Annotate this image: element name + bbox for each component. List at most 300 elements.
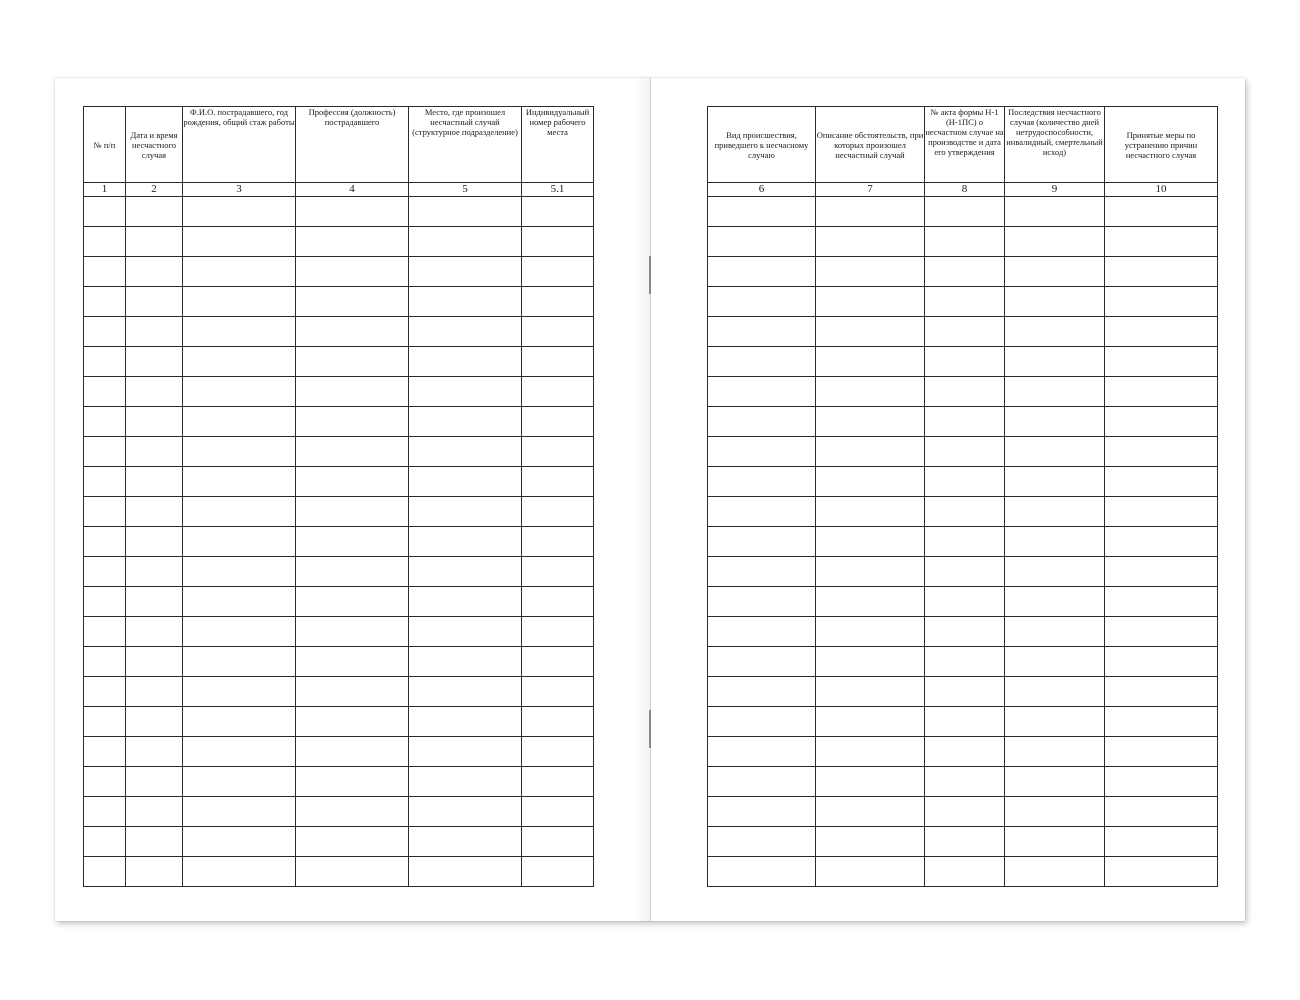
table-cell — [84, 257, 126, 287]
open-journal-spread — [55, 78, 1245, 921]
table-cell — [522, 437, 594, 467]
table-cell — [296, 257, 409, 287]
table-row — [708, 527, 1218, 557]
table-row — [84, 377, 594, 407]
table-cell — [296, 587, 409, 617]
column-header-consequences: Последствия несчастного случая (количество дней нетрудоспособности, инвалидный, смертельный исход) — [1005, 107, 1105, 183]
table-row — [84, 527, 594, 557]
table-cell — [296, 197, 409, 227]
table-cell — [296, 617, 409, 647]
table-cell — [816, 707, 925, 737]
table-cell — [183, 707, 296, 737]
column-number: 6 — [708, 183, 816, 197]
table-row — [84, 617, 594, 647]
table-cell — [1105, 797, 1218, 827]
table-cell — [708, 227, 816, 257]
table-cell — [925, 437, 1005, 467]
table-cell — [925, 647, 1005, 677]
table-cell — [409, 287, 522, 317]
table-cell — [84, 617, 126, 647]
table-cell — [1005, 617, 1105, 647]
table-cell — [925, 347, 1005, 377]
table-row — [84, 707, 594, 737]
table-row — [84, 347, 594, 377]
table-cell — [925, 737, 1005, 767]
table-cell — [708, 647, 816, 677]
table-row — [84, 797, 594, 827]
table-cell — [409, 347, 522, 377]
table-cell — [1005, 287, 1105, 317]
table-cell — [925, 317, 1005, 347]
table-cell — [183, 467, 296, 497]
table-cell — [296, 497, 409, 527]
table-cell — [1005, 857, 1105, 887]
table-cell — [1105, 437, 1218, 467]
table-cell — [708, 317, 816, 347]
table-cell — [296, 827, 409, 857]
table-cell — [126, 317, 183, 347]
table-cell — [84, 287, 126, 317]
column-header-number: № п/п — [84, 107, 126, 183]
table-cell — [296, 467, 409, 497]
table-cell — [84, 407, 126, 437]
table-cell — [126, 377, 183, 407]
table-cell — [409, 797, 522, 827]
table-cell — [522, 527, 594, 557]
table-row — [708, 797, 1218, 827]
table-cell — [1005, 707, 1105, 737]
table-cell — [1005, 197, 1105, 227]
header-row — [708, 107, 1218, 183]
table-cell — [522, 557, 594, 587]
table-cell — [522, 617, 594, 647]
column-number: 7 — [816, 183, 925, 197]
table-cell — [816, 587, 925, 617]
table-cell — [522, 857, 594, 887]
table-cell — [183, 287, 296, 317]
table-cell — [84, 527, 126, 557]
table-cell — [183, 377, 296, 407]
table-cell — [409, 527, 522, 557]
table-cell — [708, 617, 816, 647]
table-cell — [816, 467, 925, 497]
table-cell — [1105, 527, 1218, 557]
table-cell — [1005, 647, 1105, 677]
table-row — [708, 617, 1218, 647]
table-row — [708, 407, 1218, 437]
table-cell — [296, 737, 409, 767]
table-cell — [126, 527, 183, 557]
table-cell — [816, 497, 925, 527]
table-cell — [522, 707, 594, 737]
table-row — [708, 767, 1218, 797]
table-cell — [1105, 407, 1218, 437]
table-cell — [1105, 557, 1218, 587]
table-cell — [1005, 677, 1105, 707]
table-cell — [708, 287, 816, 317]
table-cell — [126, 767, 183, 797]
table-cell — [84, 737, 126, 767]
table-cell — [816, 767, 925, 797]
table-cell — [409, 407, 522, 437]
table-cell — [708, 467, 816, 497]
table-cell — [816, 797, 925, 827]
table-cell — [522, 497, 594, 527]
table-cell — [708, 827, 816, 857]
column-header-measures: Принятые меры по устранению причин несчастного случая — [1105, 107, 1218, 183]
table-cell — [409, 317, 522, 347]
table-row — [708, 467, 1218, 497]
table-cell — [409, 857, 522, 887]
column-number: 4 — [296, 183, 409, 197]
table-cell — [183, 257, 296, 287]
table-row — [708, 677, 1218, 707]
table-cell — [84, 647, 126, 677]
table-cell — [296, 347, 409, 377]
table-cell — [296, 557, 409, 587]
table-cell — [409, 377, 522, 407]
table-cell — [126, 287, 183, 317]
table-cell — [925, 527, 1005, 557]
table-cell — [1005, 467, 1105, 497]
table-cell — [409, 707, 522, 737]
table-row — [84, 437, 594, 467]
table-cell — [1105, 227, 1218, 257]
table-cell — [296, 857, 409, 887]
table-row — [708, 557, 1218, 587]
table-row — [708, 707, 1218, 737]
table-cell — [925, 827, 1005, 857]
table-cell — [84, 227, 126, 257]
table-cell — [1105, 317, 1218, 347]
table-cell — [126, 797, 183, 827]
left-page — [55, 78, 650, 921]
table-cell — [816, 827, 925, 857]
table-row — [708, 377, 1218, 407]
table-cell — [409, 497, 522, 527]
table-cell — [84, 317, 126, 347]
table-cell — [1105, 587, 1218, 617]
table-cell — [708, 377, 816, 407]
table-cell — [708, 677, 816, 707]
table-cell — [84, 587, 126, 617]
table-cell — [816, 257, 925, 287]
table-row — [708, 857, 1218, 887]
table-row — [84, 257, 594, 287]
table-cell — [925, 287, 1005, 317]
table-row — [708, 647, 1218, 677]
table-cell — [522, 677, 594, 707]
table-cell — [522, 797, 594, 827]
table-row — [708, 437, 1218, 467]
table-cell — [522, 827, 594, 857]
table-cell — [816, 287, 925, 317]
table-cell — [126, 257, 183, 287]
table-cell — [1105, 857, 1218, 887]
table-cell — [816, 557, 925, 587]
table-cell — [925, 227, 1005, 257]
table-cell — [126, 197, 183, 227]
table-cell — [183, 527, 296, 557]
column-number: 5.1 — [522, 183, 594, 197]
table-row — [84, 857, 594, 887]
table-cell — [816, 437, 925, 467]
column-header-location: Место, где произошел несчастный случай (структурное подразделение) — [409, 107, 522, 183]
table-cell — [183, 827, 296, 857]
table-cell — [1005, 407, 1105, 437]
table-cell — [183, 677, 296, 707]
table-cell — [708, 857, 816, 887]
table-row — [84, 317, 594, 347]
table-cell — [816, 617, 925, 647]
table-cell — [1105, 257, 1218, 287]
table-cell — [1005, 347, 1105, 377]
table-cell — [126, 857, 183, 887]
table-row — [708, 287, 1218, 317]
table-cell — [1005, 587, 1105, 617]
table-cell — [708, 347, 816, 377]
table-cell — [1005, 557, 1105, 587]
table-cell — [522, 317, 594, 347]
table-cell — [816, 197, 925, 227]
table-cell — [409, 737, 522, 767]
table-cell — [183, 767, 296, 797]
table-cell — [925, 467, 1005, 497]
table-cell — [183, 407, 296, 437]
table-cell — [522, 227, 594, 257]
column-number: 3 — [183, 183, 296, 197]
table-cell — [1105, 827, 1218, 857]
table-cell — [409, 197, 522, 227]
column-number-row — [84, 183, 594, 197]
left-accident-log-table — [83, 106, 594, 887]
table-cell — [409, 827, 522, 857]
table-cell — [708, 707, 816, 737]
table-cell — [708, 737, 816, 767]
table-row — [708, 197, 1218, 227]
table-cell — [1105, 767, 1218, 797]
table-row — [708, 257, 1218, 287]
table-row — [84, 647, 594, 677]
table-cell — [296, 407, 409, 437]
table-row — [708, 587, 1218, 617]
table-cell — [925, 557, 1005, 587]
table-cell — [1005, 437, 1105, 467]
table-cell — [409, 647, 522, 677]
table-cell — [925, 767, 1005, 797]
spine-shadow-left — [636, 78, 650, 921]
table-cell — [816, 317, 925, 347]
table-cell — [522, 647, 594, 677]
table-cell — [925, 377, 1005, 407]
table-cell — [183, 797, 296, 827]
column-number: 1 — [84, 183, 126, 197]
table-cell — [296, 707, 409, 737]
table-cell — [126, 587, 183, 617]
column-number: 9 — [1005, 183, 1105, 197]
table-cell — [522, 287, 594, 317]
table-cell — [1105, 347, 1218, 377]
table-cell — [126, 467, 183, 497]
table-cell — [522, 377, 594, 407]
table-cell — [816, 227, 925, 257]
table-row — [84, 827, 594, 857]
table-cell — [84, 677, 126, 707]
table-cell — [183, 227, 296, 257]
table-cell — [1005, 767, 1105, 797]
column-number-row — [708, 183, 1218, 197]
table-cell — [708, 257, 816, 287]
table-cell — [183, 347, 296, 377]
table-row — [84, 557, 594, 587]
table-cell — [183, 617, 296, 647]
table-cell — [522, 767, 594, 797]
table-cell — [126, 827, 183, 857]
table-cell — [708, 197, 816, 227]
table-row — [708, 317, 1218, 347]
table-cell — [126, 647, 183, 677]
table-cell — [925, 617, 1005, 647]
table-cell — [296, 317, 409, 347]
table-cell — [126, 407, 183, 437]
table-cell — [1005, 527, 1105, 557]
table-cell — [183, 317, 296, 347]
table-cell — [708, 767, 816, 797]
column-header-date-time: Дата и время несчастного случая — [126, 107, 183, 183]
table-cell — [409, 257, 522, 287]
table-cell — [925, 197, 1005, 227]
table-cell — [126, 437, 183, 467]
table-cell — [84, 497, 126, 527]
table-row — [84, 227, 594, 257]
table-cell — [296, 227, 409, 257]
table-cell — [708, 497, 816, 527]
table-cell — [925, 407, 1005, 437]
column-number: 10 — [1105, 183, 1218, 197]
table-cell — [1105, 497, 1218, 527]
table-row — [708, 827, 1218, 857]
table-row — [84, 677, 594, 707]
table-cell — [708, 587, 816, 617]
table-cell — [1005, 257, 1105, 287]
column-header-circumstances: Описание обстоятельств, при которых произошел несчастный случай — [816, 107, 925, 183]
table-cell — [522, 587, 594, 617]
table-cell — [925, 797, 1005, 827]
table-cell — [126, 617, 183, 647]
table-cell — [409, 227, 522, 257]
column-number: 5 — [409, 183, 522, 197]
table-cell — [1105, 737, 1218, 767]
table-cell — [1005, 227, 1105, 257]
table-cell — [708, 797, 816, 827]
column-header-victim-name: Ф.И.О. пострадавшего, год рождения, общий стаж работы — [183, 107, 296, 183]
table-cell — [296, 767, 409, 797]
table-cell — [296, 437, 409, 467]
table-cell — [183, 647, 296, 677]
right-page — [651, 78, 1245, 921]
table-cell — [816, 737, 925, 767]
table-row — [84, 287, 594, 317]
table-cell — [84, 767, 126, 797]
table-cell — [522, 197, 594, 227]
table-cell — [296, 377, 409, 407]
table-row — [84, 767, 594, 797]
table-row — [84, 407, 594, 437]
table-cell — [84, 197, 126, 227]
table-cell — [522, 257, 594, 287]
table-cell — [296, 647, 409, 677]
column-header-incident-type: Вид происшествия, приведшего к несчасному случаю — [708, 107, 816, 183]
table-cell — [1005, 827, 1105, 857]
table-cell — [1005, 317, 1105, 347]
table-cell — [84, 377, 126, 407]
table-cell — [84, 437, 126, 467]
table-cell — [1105, 707, 1218, 737]
table-cell — [816, 677, 925, 707]
table-row — [708, 737, 1218, 767]
table-row — [708, 347, 1218, 377]
table-cell — [183, 497, 296, 527]
table-cell — [522, 737, 594, 767]
table-cell — [925, 497, 1005, 527]
table-cell — [816, 527, 925, 557]
table-cell — [409, 767, 522, 797]
table-cell — [409, 587, 522, 617]
table-cell — [126, 737, 183, 767]
table-cell — [1105, 647, 1218, 677]
table-cell — [126, 677, 183, 707]
table-cell — [84, 467, 126, 497]
table-cell — [522, 407, 594, 437]
table-cell — [409, 467, 522, 497]
table-cell — [296, 287, 409, 317]
table-cell — [84, 857, 126, 887]
table-cell — [84, 707, 126, 737]
table-cell — [1105, 617, 1218, 647]
table-cell — [84, 827, 126, 857]
table-cell — [925, 677, 1005, 707]
table-cell — [183, 737, 296, 767]
column-header-workplace-number: Индивидуальный номер рабочего места — [522, 107, 594, 183]
table-cell — [1005, 497, 1105, 527]
table-cell — [1105, 287, 1218, 317]
right-accident-log-table — [707, 106, 1218, 887]
table-row — [708, 227, 1218, 257]
table-row — [84, 587, 594, 617]
table-cell — [925, 707, 1005, 737]
column-header-profession: Профессия (должность) пострадавшего — [296, 107, 409, 183]
table-cell — [296, 797, 409, 827]
table-cell — [708, 557, 816, 587]
table-cell — [1005, 737, 1105, 767]
column-number: 2 — [126, 183, 183, 197]
table-cell — [296, 527, 409, 557]
table-row — [84, 737, 594, 767]
column-number: 8 — [925, 183, 1005, 197]
table-cell — [183, 197, 296, 227]
table-row — [84, 497, 594, 527]
table-cell — [708, 437, 816, 467]
table-cell — [1105, 677, 1218, 707]
table-row — [708, 497, 1218, 527]
table-row — [84, 197, 594, 227]
table-cell — [925, 587, 1005, 617]
table-cell — [1105, 197, 1218, 227]
table-cell — [409, 617, 522, 647]
table-cell — [816, 647, 925, 677]
table-cell — [126, 707, 183, 737]
table-cell — [1105, 377, 1218, 407]
